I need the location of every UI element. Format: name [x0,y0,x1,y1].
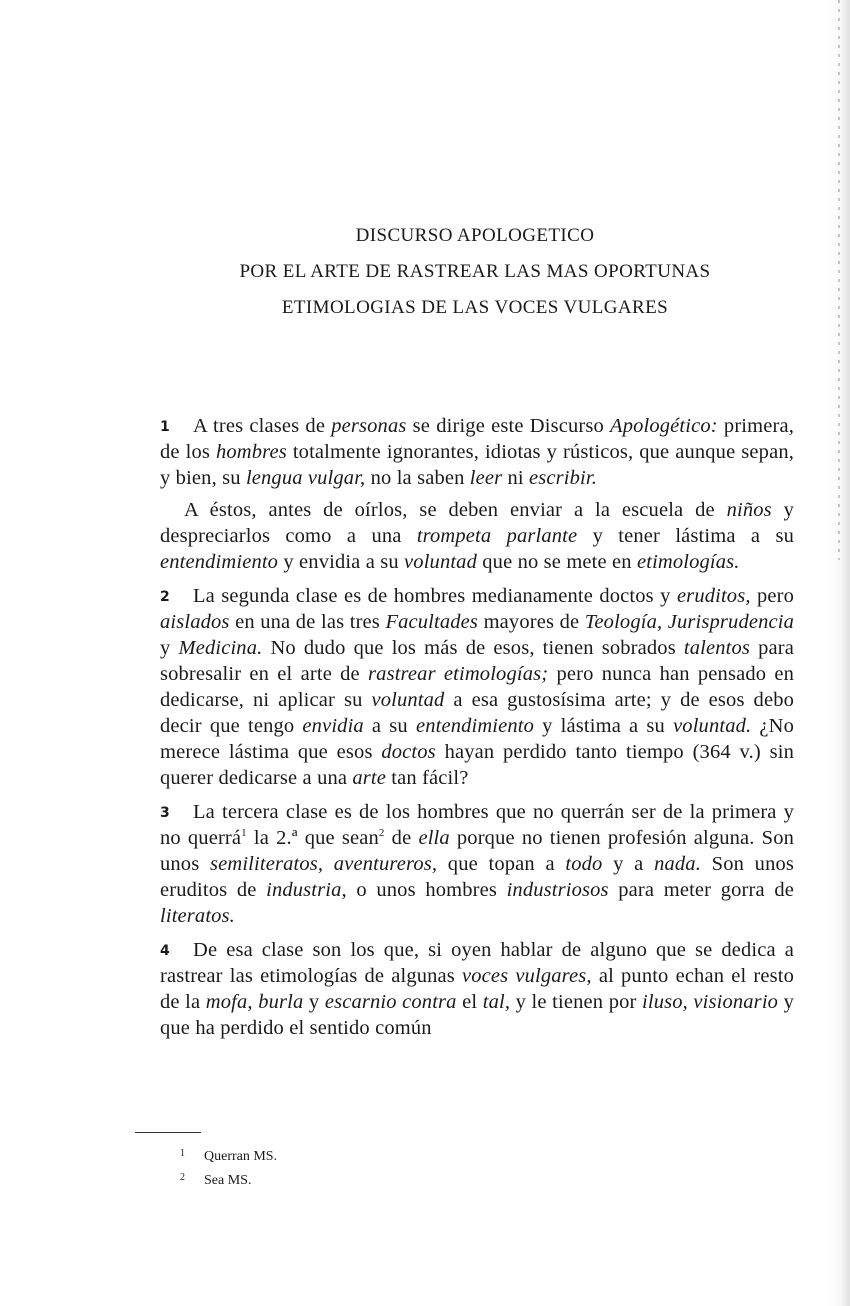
text-run: hayan perdido tanto tiempo (364 v.) sin querer dedicarse a una [160,741,794,789]
text-run: a esa gustosísima arte; y de esos debo decir que tengo [160,689,794,737]
footnote-ref-2: 2 [378,827,385,840]
text-run: y [160,637,179,659]
title-line-2: POR EL ARTE DE RASTREAR LAS MAS OPORTUNAS [239,261,711,282]
italic-run: todo [565,853,603,875]
italic-run: trompeta parlante [416,525,578,547]
italic-run: talentos [683,637,751,659]
text-run: a su [363,715,416,737]
italic-run: personas [331,415,407,437]
italic-run: aislados [160,611,230,633]
footnote-ref-1: 1 [241,827,247,840]
text-run: o unos hombres [346,879,507,901]
text-run: la 2.ª que sean [246,827,379,849]
paragraph-1 [160,413,794,491]
text-run: para sobresalir en el arte de [160,637,794,685]
italic-run: niños [726,499,772,521]
text-run: en una de las tres [229,611,386,633]
italic-run: Facultades [385,611,479,633]
italic-run: lengua vulgar, [245,467,366,489]
italic-run: arte [352,767,387,789]
italic-run: etimologías. [636,551,740,573]
paragraph-number: 2 [160,589,170,605]
italic-run: literatos. [160,905,235,927]
footnote-separator [135,1132,201,1133]
italic-run: voluntad. [673,715,752,737]
text-run: el [456,991,483,1013]
italic-run: doctos [381,741,436,763]
title-line-3: ETIMOLOGIAS DE LAS VOCES VULGARES [281,297,669,318]
text-run: A tres clases de [193,415,332,437]
italic-run: voces vulgares, [462,965,592,987]
text-run: porque no tienen profesión alguna. Son unos [160,827,795,875]
italic-run: industria, [266,879,347,901]
italic-run: escribir. [529,467,598,489]
italic-run: industriosos [506,879,609,901]
text-run: ni [502,467,530,489]
italic-run: escarnio contra [324,991,457,1013]
footnote-text: Sea MS. [204,1173,252,1188]
italic-run: iluso, visionario [642,991,779,1013]
page-edge-mark [838,0,840,560]
italic-run: Apologético: [610,415,718,437]
text-run: de [384,827,419,849]
paragraph-1b [160,497,794,575]
text-run: y le tienen por [510,991,642,1013]
text-run: para meter gorra de [608,879,794,901]
paragraph-number: 3 [160,805,170,821]
italic-run: voluntad [404,551,477,573]
text-run: A éstos, antes de oírlos, se deben enviar a la escuela de [184,499,727,521]
text-run: y [303,991,325,1013]
text-run: y lástima a su [534,715,674,737]
text-run: y despreciarlos como a una [160,499,794,547]
paragraph-2 [160,583,794,791]
chapter-title [160,218,790,326]
text-run: Son unos eruditos de [160,853,794,901]
text-run: tan fácil? [386,767,469,789]
text-run: La tercera clase es de los hombres que no querrán ser de la primera y no querrá [160,801,794,849]
footnote-mark: 2 [180,1172,185,1183]
text-run: De esa clase son los que, si oyen hablar de alguno que se dedica a rastrear las etimologías de algunas [160,939,794,987]
text-run: y a [602,853,655,875]
footnote-2 [180,1167,277,1191]
italic-run: entendimiento [415,715,535,737]
text-run: No dudo que los más de esos, tienen sobrados [262,637,684,659]
text-run: que topan a [437,853,566,875]
italic-run: rastrear etimologías; [368,663,549,685]
text-run: al punto echan el resto de la [160,965,795,1013]
text-run: mayores de [478,611,585,633]
italic-run: leer [469,467,503,489]
text-run: pero [750,585,794,607]
text-run: totalmente ignorantes, idiotas y rústicos, que aunque sepan, y bien, su [160,441,795,489]
italic-run: mofa, burla [205,991,304,1013]
paragraph-3 [160,799,794,929]
italic-run: nada. [654,853,701,875]
footnotes [180,1143,277,1191]
italic-run: envidia [302,715,364,737]
paragraph-number: 4 [160,943,170,959]
title-line-1: DISCURSO APOLOGETICO [355,225,595,246]
italic-run: Medicina. [178,637,263,659]
italic-run: semiliteratos, aventureros, [210,853,438,875]
text-run: que no se mete en [477,551,637,573]
italic-run: ella [418,827,450,849]
body-text [160,413,794,1041]
footnote-1 [180,1143,277,1167]
text-run: primera, de los [160,415,794,463]
footnote-mark: 1 [180,1148,185,1159]
text-run: no la saben [365,467,470,489]
footnote-text: Querran MS. [204,1149,278,1164]
italic-run: entendimiento [160,551,279,573]
text-run: pero nunca han pensado en dedicarse, ni aplicar su [160,663,794,711]
text-run: se dirige este Discurso [406,415,611,437]
italic-run: Teología, Jurisprudencia [584,611,794,633]
italic-run: voluntad [371,689,445,711]
italic-run: eruditos, [676,585,751,607]
italic-run: tal, [482,991,511,1013]
paragraph-number: 1 [160,419,170,435]
italic-run: hombres [215,441,287,463]
text-run: La segunda clase es de hombres medianamente doctos y [193,585,677,607]
paragraph-4 [160,937,794,1041]
text-run: y que ha perdido el sentido común [160,991,794,1039]
text-run: ¿No merece lástima que esos [160,715,795,763]
text-run: y envidia a su [278,551,405,573]
text-run: y tener lástima a su [577,525,795,547]
